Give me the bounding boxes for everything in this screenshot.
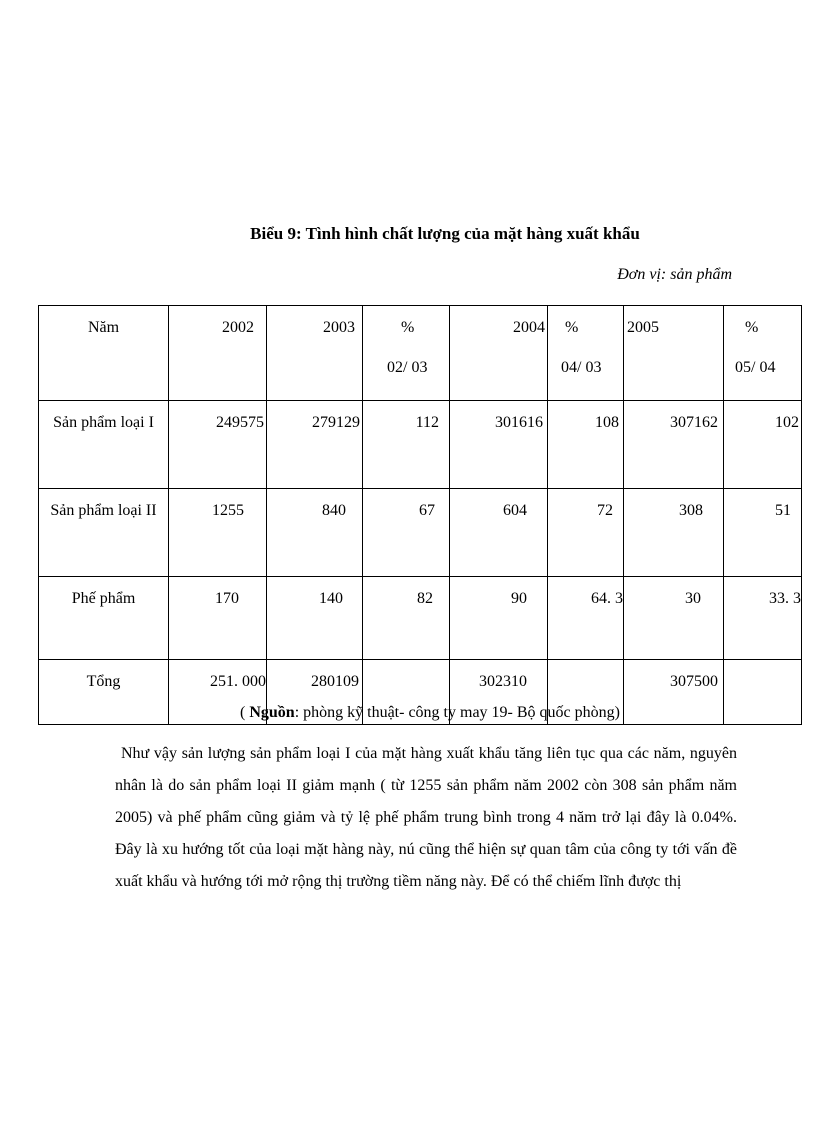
cell-2003: 840 xyxy=(267,489,363,577)
cell-pct-04-03: 72 xyxy=(548,489,624,577)
header-cell-pct-04-03 xyxy=(548,306,624,401)
cell-pct-04-03: 64. 3 xyxy=(548,577,624,660)
cell-pct-05-04: 33. 3 xyxy=(724,577,802,660)
cell-pct-02-03: 112 xyxy=(363,401,450,489)
header-cell-2005: 2005 xyxy=(624,306,724,401)
cell-2003: 280109 xyxy=(267,660,363,725)
body-paragraph: Như vậy sản lượng sản phẩm loại I của mặt hàng xuất khẩu tăng liên tục qua các năm, nguyên nhân là do sản phẩm loại II giảm mạnh ( từ 1255 sản phẩm năm 2002 còn 308 sản phẩm năm 2005) và phế phẩm cũng giảm và tỷ lệ phế phẩm trung bình trong 4 năm trở lại đây là 0.04%. Đây là xu hướng tốt của loại mặt hàng này, nú cũng thể hiện sự quan tâm của công ty tới vấn đề xuất khẩu và hướng tới mở rộng thị trường tiềm năng này. Để có thể chiếm lĩnh được thị xyxy=(115,745,737,890)
header-cell-year: Năm xyxy=(39,306,169,401)
pct-symbol: % xyxy=(745,319,759,336)
cell-2002: 249575 xyxy=(169,401,267,489)
source-label: Nguồn xyxy=(249,704,295,721)
quality-table xyxy=(38,305,802,725)
cell-2005: 307500 xyxy=(624,660,724,725)
table-row xyxy=(39,401,802,489)
pct-label: 05/ 04 xyxy=(735,359,776,376)
cell-2004: 301616 xyxy=(450,401,548,489)
row-label: Sản phẩm loại II xyxy=(39,489,169,577)
unit-label: Đơn vị: sản phẩm xyxy=(617,266,732,283)
table-row xyxy=(39,489,802,577)
row-label: Phế phẩm xyxy=(39,577,169,660)
cell-2002: 251. 000 xyxy=(169,660,267,725)
cell-2005: 30 xyxy=(624,577,724,660)
source-note xyxy=(150,704,710,722)
table-title: Biểu 9: Tình hình chất lượng của mặt hàng xuất khẩu xyxy=(250,224,640,243)
pct-label: 02/ 03 xyxy=(387,359,428,376)
cell-pct-05-04 xyxy=(724,660,802,725)
cell-2002: 170 xyxy=(169,577,267,660)
cell-pct-02-03: 67 xyxy=(363,489,450,577)
cell-2003: 140 xyxy=(267,577,363,660)
pct-symbol: % xyxy=(401,319,415,336)
cell-2002: 1255 xyxy=(169,489,267,577)
pct-label: 04/ 03 xyxy=(561,359,602,376)
header-cell-2003: 2003 xyxy=(267,306,363,401)
cell-2005: 308 xyxy=(624,489,724,577)
cell-2004: 90 xyxy=(450,577,548,660)
cell-pct-05-04: 102 xyxy=(724,401,802,489)
source-open: ( xyxy=(240,704,250,721)
cell-2003: 279129 xyxy=(267,401,363,489)
cell-2005: 307162 xyxy=(624,401,724,489)
row-label: Tổng xyxy=(39,660,169,725)
header-cell-2002: 2002 xyxy=(169,306,267,401)
cell-2004: 302310 xyxy=(450,660,548,725)
cell-pct-04-03: 108 xyxy=(548,401,624,489)
pct-symbol: % xyxy=(565,319,579,336)
table-row xyxy=(39,577,802,660)
cell-pct-02-03: 82 xyxy=(363,577,450,660)
cell-pct-05-04: 51 xyxy=(724,489,802,577)
table-header-row xyxy=(39,306,802,401)
header-cell-2004: 2004 xyxy=(450,306,548,401)
source-text: : phòng kỹ thuật- công ty may 19- Bộ quốc phòng) xyxy=(294,704,620,721)
row-label: Sản phẩm loại I xyxy=(39,401,169,489)
cell-2004: 604 xyxy=(450,489,548,577)
header-cell-pct-02-03 xyxy=(363,306,450,401)
header-cell-pct-05-04 xyxy=(724,306,802,401)
